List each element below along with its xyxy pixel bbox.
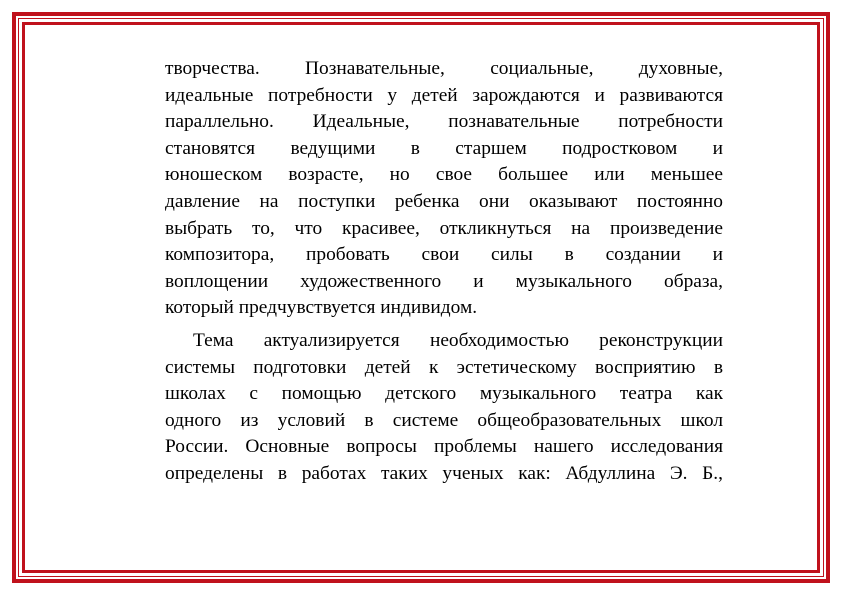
text-line: идеальные потребности у детей зарождаются и развиваются — [165, 84, 723, 106]
text-line: одного из условий в системе общеобразовательных школ — [165, 409, 723, 431]
text-line: юношеском возрасте, но свое большее или меньшее — [165, 164, 723, 186]
text-line: определены в работах таких ученых как: Абдуллина Э. Б., — [165, 462, 723, 484]
text-line: школах с помощью детского музыкального театра как — [165, 383, 723, 405]
text-line: который предчувствуется индивидом. — [165, 297, 478, 319]
paragraph-2 — [165, 328, 723, 488]
text-line: становятся ведущими в старшем подростковом и — [165, 137, 723, 159]
body-text — [165, 56, 723, 488]
paragraph-1 — [165, 56, 723, 322]
text-line: России. Основные вопросы проблемы нашего исследования — [165, 436, 723, 458]
text-line: системы подготовки детей к эстетическому восприятию в — [165, 356, 723, 378]
text-line: воплощении художественного и музыкального образа, — [165, 270, 723, 292]
text-line: выбрать то, что красивее, откликнуться на произведение — [165, 217, 723, 239]
text-line: Тема актуализируется необходимостью реконструкции — [193, 329, 723, 351]
text-line: творчества. Познавательные, социальные, духовные, — [165, 58, 723, 79]
text-line: давление на поступки ребенка они оказывают постоянно — [165, 190, 723, 212]
text-line: композитора, пробовать свои силы в создании и — [165, 244, 723, 266]
text-line: параллельно. Идеальные, познавательные потребности — [165, 111, 723, 133]
